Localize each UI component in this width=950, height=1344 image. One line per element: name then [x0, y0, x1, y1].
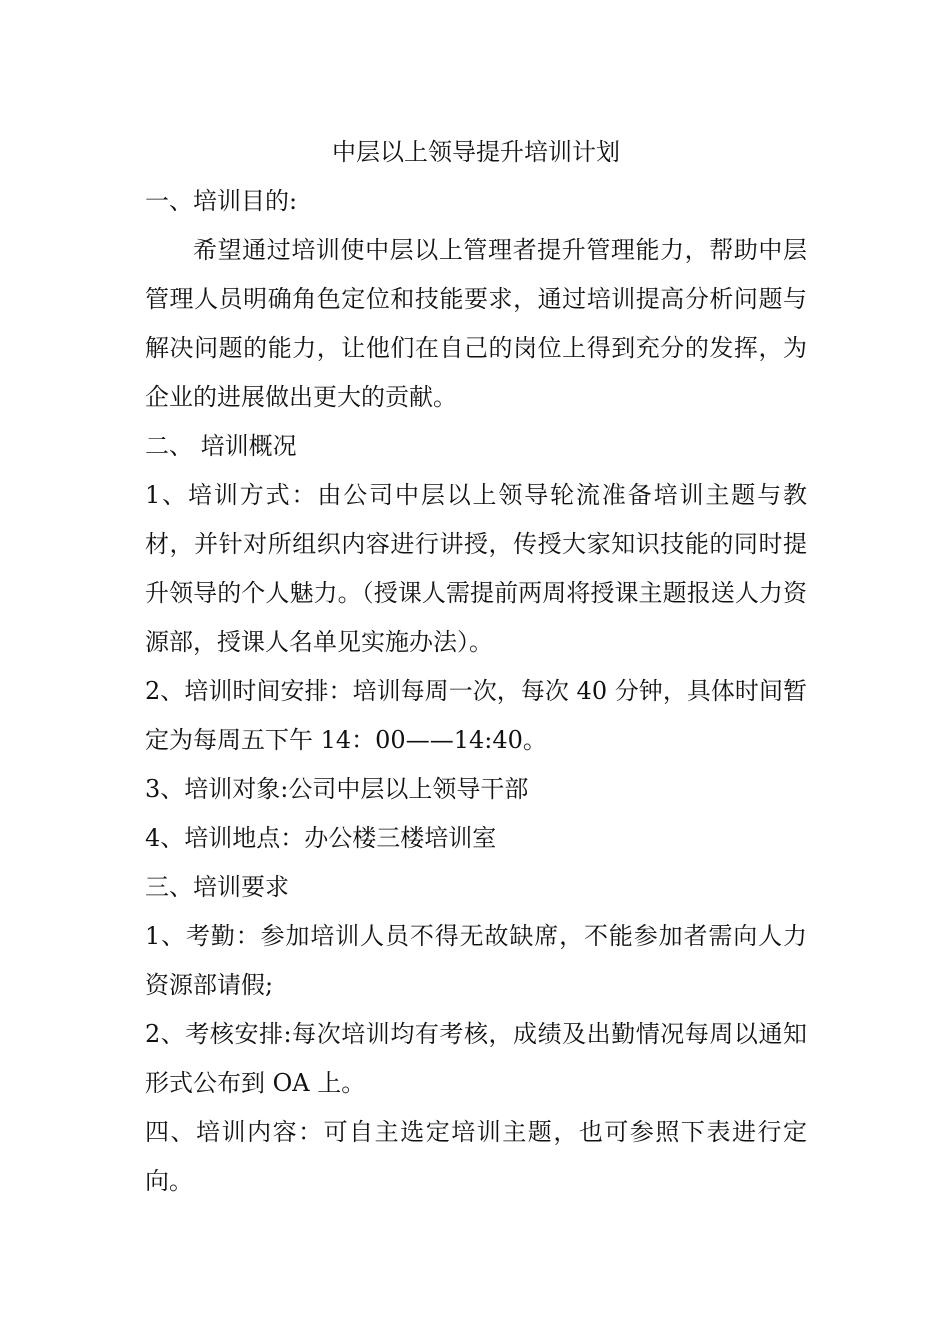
- section-heading-purpose: 一、培训目的:: [145, 187, 298, 215]
- section-heading-requirements: 三、培训要求: [145, 873, 289, 901]
- document-title: 中层以上领导提升培训计划: [332, 138, 620, 166]
- paragraph-training-schedule: 2、培训时间安排：培训每周一次，每次 40 分钟，具体时间暂定为每周五下午 14：00——14:40。: [145, 677, 807, 754]
- paragraph-attendance: 1、考勤：参加培训人员不得无故缺席，不能参加者需向人力资源部请假;: [145, 922, 807, 999]
- paragraph-training-method: 1、培训方式：由公司中层以上领导轮流准备培训主题与教材，并针对所组织内容进行讲授，传授大家知识技能的同时提升领导的个人魅力。（授课人需提前两周将授课主题报送人力资源部，授课人名单见实施办法）。: [145, 481, 807, 656]
- paragraph-training-audience: 3、培训对象:公司中层以上领导干部: [145, 775, 529, 803]
- section-heading-overview: 二、 培训概况: [145, 432, 297, 460]
- paragraph-purpose: 希望通过培训使中层以上管理者提升管理能力，帮助中层管理人员明确角色定位和技能要求，通过培训提高分析问题与解决问题的能力，让他们在自己的岗位上得到充分的发挥，为企业的进展做出更大的贡献。: [145, 236, 807, 411]
- section-heading-content: 四、培训内容：可自主选定培训主题，也可参照下表进行定向。: [145, 1118, 807, 1195]
- paragraph-assessment: 2、考核安排:每次培训均有考核，成绩及出勤情况每周以通知形式公布到 OA 上。: [145, 1020, 807, 1097]
- paragraph-training-location: 4、培训地点：办公楼三楼培训室: [145, 824, 497, 852]
- document-body: [145, 128, 807, 1206]
